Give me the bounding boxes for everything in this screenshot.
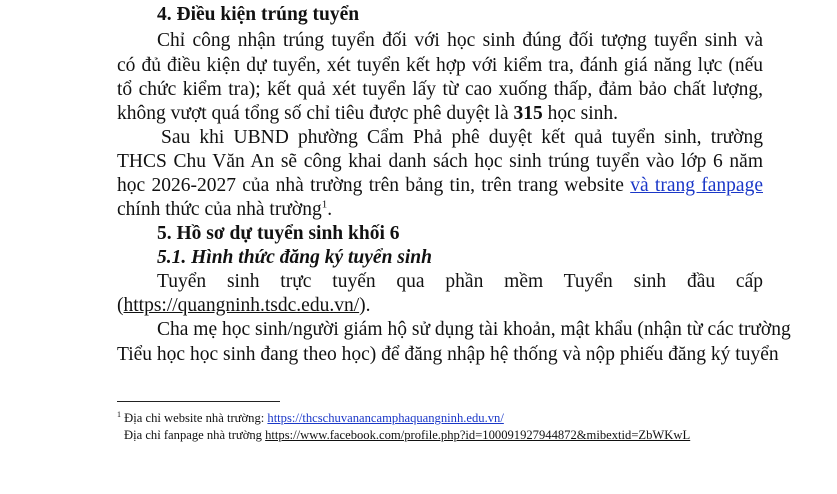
section-4-para2-line4: chính thức của nhà trường$^1$. bbox=[117, 198, 333, 220]
section-4-para1-line3: tổ chức kiểm tra); kết quả xét tuyển lấy từ cao xuống thấp, đảm bảo chất lượng, bbox=[117, 79, 763, 100]
footnote-separator bbox=[117, 401, 280, 402]
section-4-para2-line1: Sau khi UBND phường Cẩm Phả phê duyệt kết quả tuyển sinh, trường bbox=[161, 127, 763, 148]
footnote-line2: Địa chỉ fanpage nhà trường https://www.facebook.com/profile.php?id=100091927944872&mibextid=ZbWKwL bbox=[124, 428, 691, 442]
footnote-marker: 1 bbox=[117, 409, 121, 419]
footnote-line1: $^1$ Địa chỉ website nhà trường: https://thcschuvanancamphaquangninh.edu.vn/ bbox=[117, 409, 504, 425]
quota-number: 315 bbox=[513, 103, 543, 124]
section-4-heading: 4. Điều kiện trúng tuyển bbox=[157, 4, 360, 25]
section-4-para1-line1: Chỉ công nhận trúng tuyển đối với học sinh đúng đối tượng tuyển sinh và bbox=[157, 30, 763, 51]
section-5-para1-line1: Tuyển sinh trực tuyến qua phần mềm Tuyển sinh đầu cấp bbox=[157, 271, 763, 292]
website-link[interactable]: https://thcschuvanancamphaquangninh.edu.vn/ bbox=[267, 411, 504, 425]
section-4-para1-line2: có đủ điều kiện dự tuyển, xét tuyển kết hợp với kiểm tra, đánh giá năng lực (nếu bbox=[117, 55, 763, 76]
fanpage-link[interactable]: và trang fanpage bbox=[630, 175, 763, 196]
section-5-para2-line2: Tiểu học học sinh đang theo học) để đăng nhập hệ thống và nộp phiếu đăng ký tuyển bbox=[117, 344, 779, 365]
tsdc-link[interactable]: https://quangninh.tsdc.edu.vn/ bbox=[123, 295, 360, 316]
section-4-para2-line3: học 2026-2027 của nhà trường trên bảng tin, trên trang website và trang fanpage bbox=[117, 175, 763, 196]
section-5-para1-line2: (https://quangninh.tsdc.edu.vn/). bbox=[117, 295, 371, 316]
footnote-ref[interactable]: 1 bbox=[321, 198, 328, 211]
facebook-link[interactable]: https://www.facebook.com/profile.php?id=100091927944872&mibextid=ZbWKwL bbox=[265, 428, 691, 442]
section-5-para2-line1: Cha mẹ học sinh/người giám hộ sử dụng tài khoản, mật khẩu (nhận từ các trường bbox=[157, 319, 791, 340]
section-5-heading: 5. Hồ sơ dự tuyển sinh khối 6 bbox=[157, 223, 400, 244]
section-4-para1-line4: không vượt quá tổng số chỉ tiêu được phê duyệt là 315 học sinh. bbox=[117, 103, 619, 124]
section-4-para2-line2: THCS Chu Văn An sẽ công khai danh sách học sinh trúng tuyển vào lớp 6 năm bbox=[117, 151, 763, 172]
section-5-1-subheading: 5.1. Hình thức đăng ký tuyển sinh bbox=[157, 247, 432, 268]
